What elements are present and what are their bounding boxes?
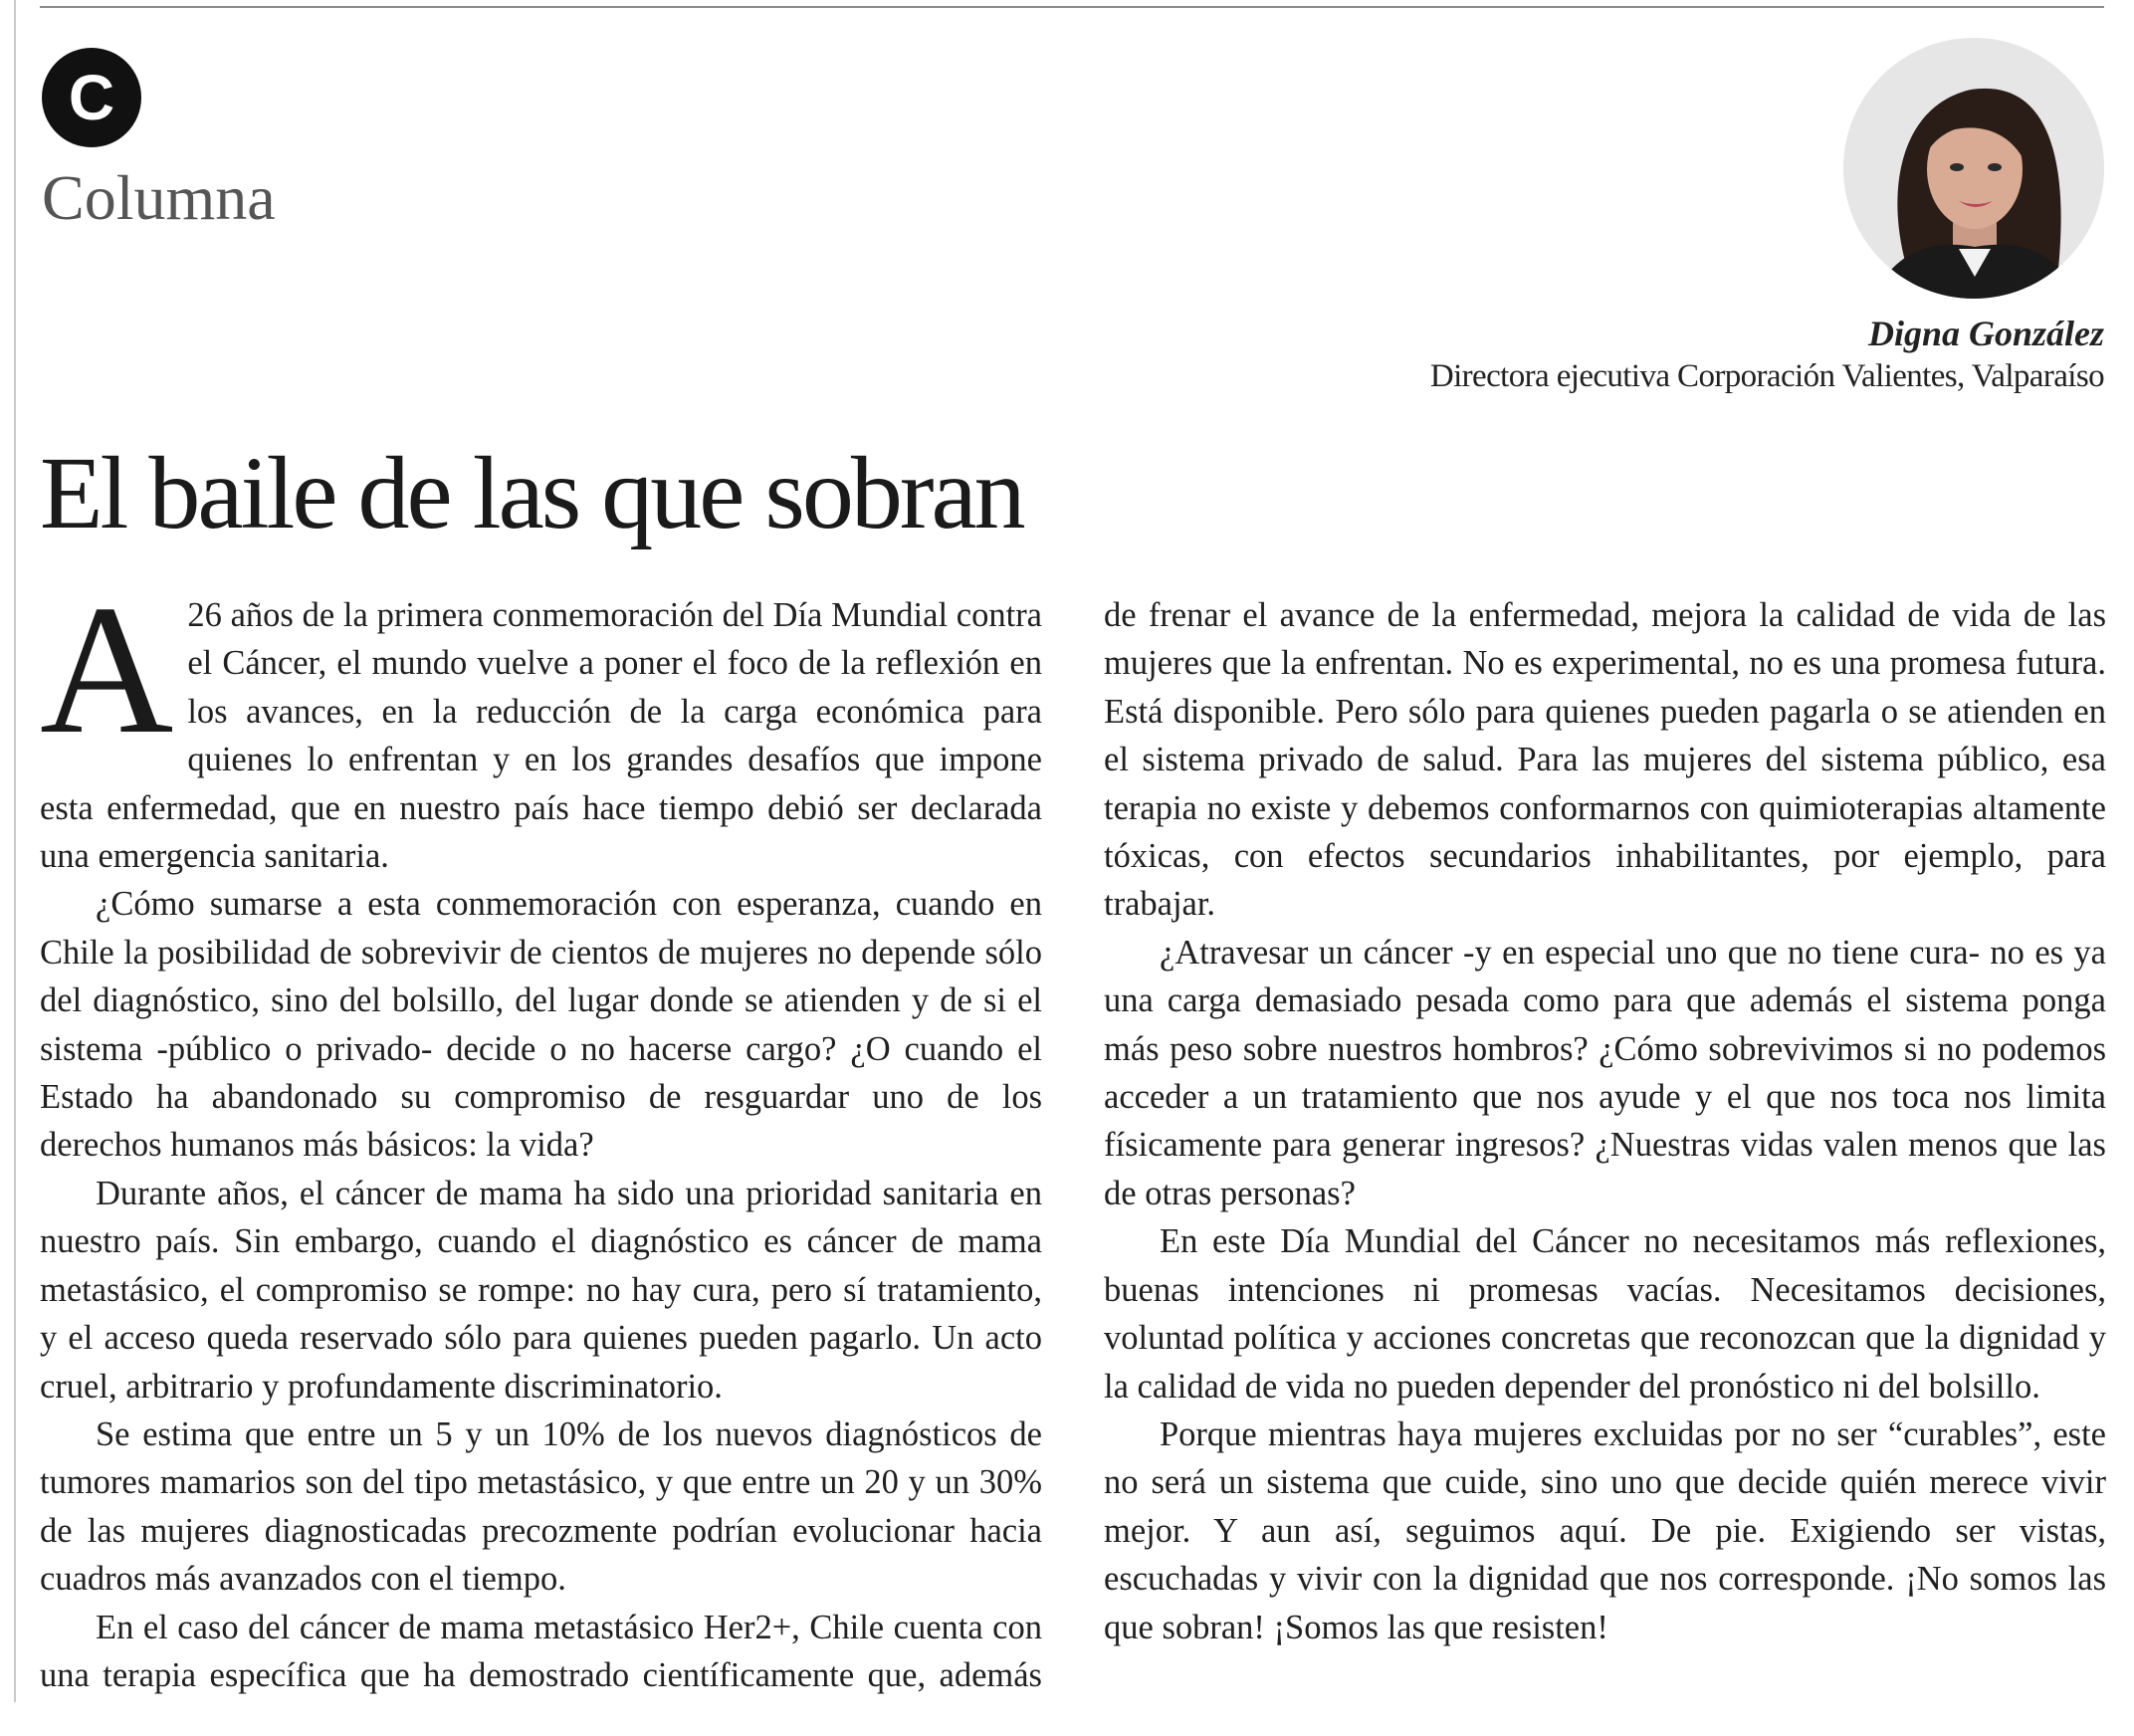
author-photo-icon	[1843, 38, 2104, 299]
left-column-rule	[14, 0, 16, 1702]
section-badge: C	[42, 48, 141, 147]
article-body	[40, 567, 2106, 1716]
article-paragraph-1	[40, 567, 1042, 880]
article-paragraph-4: Se estima que entre un 5 y un 10% de los nuevos diagnósticos de tumores mamarios son del tipo metastásico, y que entre un 20 y un 30% de las mujeres diagnosticadas precozmente podrían evolucionar hacia cuadros más avanzados con el tiempo.	[40, 1414, 1042, 1599]
article-paragraph-6: ¿Atravesar un cáncer -y en especial uno que no tiene cura- no es ya una carga demasiado pesada como para que además el sistema ponga más peso sobre nuestros hombros? ¿Cómo sobrevivimos si no podemos acceder a un tratamiento que nos ayude y el que nos toca nos limita físicamente para generar ingresos? ¿Nuestras vidas valen menos que las de otras personas?	[1104, 933, 2106, 1212]
drop-cap: A	[40, 567, 174, 772]
author-role: Directora ejecutiva Corporación Valientes, Valparaíso	[1429, 358, 2104, 394]
article-paragraph-2: ¿Cómo sumarse a esta conmemoración con esperanza, cuando en Chile la posibilidad de sobrevivir de cientos de mujeres no depende sólo del diagnóstico, sino del bolsillo, del lugar donde se atienden y de si el sistema -público o privado- decide o no hacerse cargo? ¿O cuando el Estado ha abandonado su compromiso de resguardar uno de los derechos humanos más básicos: la vida?	[40, 885, 1042, 1165]
article-paragraph-7: En este Día Mundial del Cáncer no necesitamos más reflexiones, buenas intenciones ni promesas vacías. Necesitamos decisiones, voluntad política y acciones concretas que reconozcan que la dignidad y la calidad de vida no pueden depender del pronóstico ni del bolsillo.	[1104, 1222, 2106, 1406]
article-paragraph-5: En el caso del cáncer de mama metastásico Her2+, Chile cuenta con una terapia específica que ha demostrado científicamente que, además de frenar el avance de la enfermedad, mejora la calidad de vida de las mujeres que la enfrentan. No es experimental, no es una promesa futura. Está disponible. Pero sólo para quienes pueden pagarla o se atienden en el sistema privado de salud. Para las mujeres del sistema público, esa terapia no existe y debemos conformarnos con quimioterapias altamente tóxicas, con efectos secundarios inhabilitantes, por ejemplo, para trabajar.	[40, 596, 2106, 1694]
author-name: Digna González	[1867, 314, 2104, 353]
first-paragraph-text: 26 años de la primera conmemoración del Día Mundial contra el Cáncer, el mundo vuelve a poner el foco de la reflexión en los avances, en la reducción de la carga económica para quienes lo enfrentan y en los grandes desafíos que impone esta enfermedad, que en nuestro país hace tiempo debió ser declarada una emergencia sanitaria.	[40, 596, 1042, 876]
article-paragraph-8: Porque mientras haya mujeres excluidas por no ser “curables”, este no será un sistema que cuide, sino uno que decide quién merece vivir mejor. Y aun así, seguimos aquí. De pie. Exigiendo ser vistas, escuchadas y vivir con la dignidad que nos corresponde. ¡No somos las que sobran! ¡Somos las que resisten!	[1104, 1414, 2106, 1646]
headline: El baile de las que sobran	[40, 436, 1023, 550]
top-rule	[40, 6, 2104, 8]
article-paragraph-3: Durante años, el cáncer de mama ha sido una prioridad sanitaria en nuestro país. Sin embargo, cuando el diagnóstico es cáncer de mama metastásico, el compromiso se rompe: no hay cura, pero sí tratamiento, y el acceso queda reservado sólo para quienes pueden pagarlo. Un acto cruel, arbitrario y profundamente discriminatorio.	[40, 1174, 1042, 1406]
section-label: Columna	[42, 162, 276, 233]
